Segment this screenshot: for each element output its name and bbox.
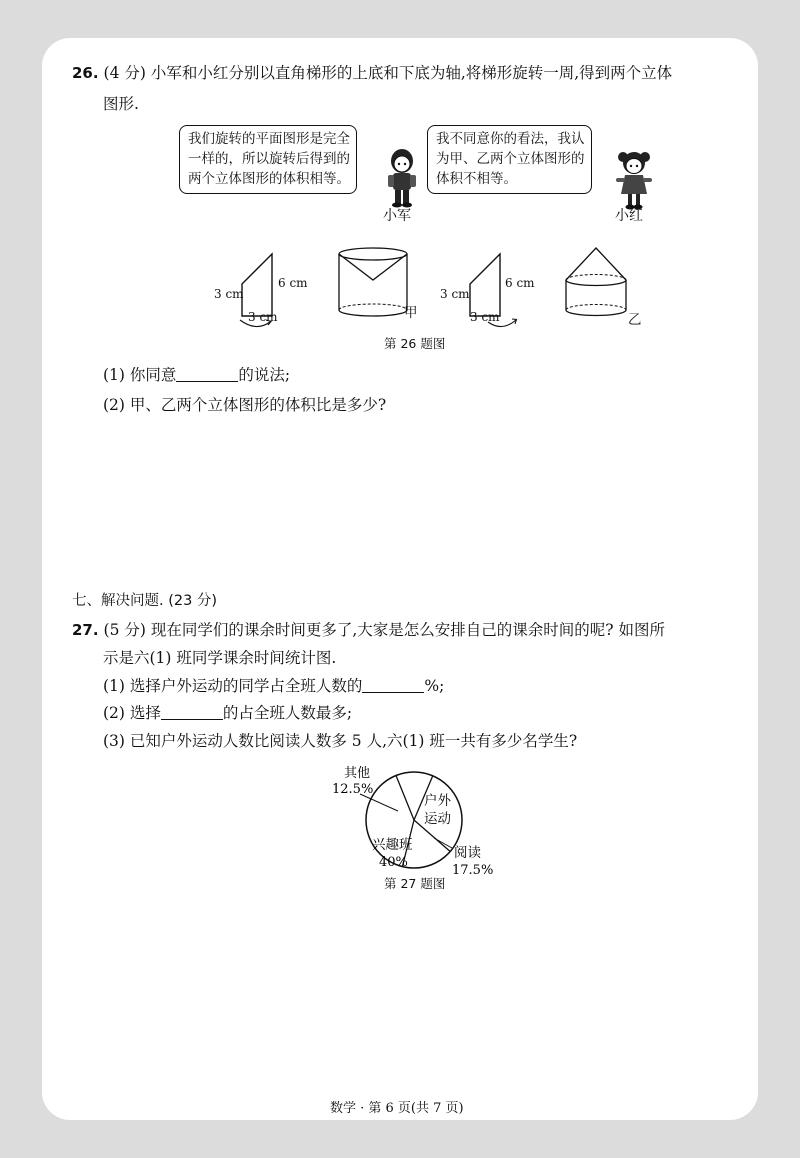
q27-part2-suffix: 的占全班人数最多; (222, 704, 353, 722)
boy-figure-icon (382, 146, 422, 208)
name-xiaojun: 小军 (383, 208, 411, 224)
dim-3cm-bottom: 3 cm (248, 310, 278, 324)
speech-bubble-xiaohong (427, 125, 592, 194)
q27-part2-prefix: (2) 选择 (103, 704, 161, 722)
slice-label-outdoor-line2: 运动 (424, 811, 451, 827)
q27-stem-line1: (5 分) 现在同学们的课余时间更多了,大家是怎么安排自己的课余时间的呢? 如图所 (103, 621, 665, 639)
slice-label-interest: 兴趣班 (372, 837, 413, 853)
solid-jia-figure (336, 246, 414, 320)
q27-part1 (103, 675, 444, 697)
q27-number: 27. (72, 621, 99, 639)
bubble1-line: 我们旋转的平面图形是完全 (188, 131, 350, 147)
q27-stem-line2: 示是六(1) 班同学课余时间统计图. (103, 649, 337, 667)
q27-part3: (3) 已知户外运动人数比阅读人数多 5 人,六(1) 班一共有多少名学生? (103, 732, 578, 750)
q26-line1 (72, 62, 672, 84)
solid-yi-figure (562, 244, 632, 322)
q26-number: 26. (72, 64, 99, 82)
q27-part2 (103, 702, 352, 724)
slice-percent-reading: 17.5% (452, 863, 494, 876)
q26-part2: (2) 甲、乙两个立体图形的体积比是多少? (103, 396, 387, 414)
dim-3cm-bottom-2: 3 cm (470, 310, 500, 324)
pie-slice-boundary (396, 776, 414, 821)
slice-label-other: 其他 (344, 766, 371, 781)
bubble2-line: 我不同意你的看法，我认 (436, 131, 585, 147)
q26-figure-caption: 第 26 题图 (384, 336, 446, 351)
q26-part1-suffix: 的说法; (238, 366, 291, 384)
q27-part1-suffix: %; (424, 677, 445, 695)
dim-3cm-left: 3 cm (214, 287, 244, 301)
label-jia: 甲 (404, 305, 418, 321)
bubble1-line: 一样的，所以旋转后得到的 (188, 151, 350, 167)
slice-label-outdoor-line1: 户外 (424, 793, 451, 809)
answer-blank-q27-1[interactable] (362, 676, 424, 693)
leader-line-reading (434, 838, 452, 848)
q27-part1-prefix: (1) 选择户外运动的同学占全班人数的 (103, 677, 363, 695)
q26-part1 (103, 364, 290, 386)
name-xiaohong: 小红 (615, 208, 643, 224)
bubble1-line: 两个立体图形的体积相等。 (188, 171, 350, 187)
dim-3cm-left-2: 3 cm (440, 287, 470, 301)
q27-line1 (72, 619, 665, 641)
page-footer: 数学 · 第 6 页(共 7 页) (330, 1101, 464, 1116)
bubble2-line: 体积不相等。 (436, 171, 517, 187)
section-7-title: 七、解决问题. (23 分) (72, 593, 218, 609)
bubble2-line: 为甲、乙两个立体图形的 (436, 151, 585, 167)
dim-6cm-2: 6 cm (505, 276, 535, 290)
q26-stem-line2: 图形. (103, 95, 139, 113)
slice-label-reading: 阅读 (454, 845, 481, 861)
pie-chart (302, 756, 512, 876)
q26-stem-line1: (4 分) 小军和小红分别以直角梯形的上底和下底为轴,将梯形旋转一周,得到两个立体 (103, 64, 673, 82)
girl-figure-icon (614, 148, 654, 210)
slice-percent-other: 12.5% (332, 782, 374, 797)
q27-figure-caption: 第 27 题图 (384, 876, 446, 891)
slice-percent-interest: 40% (379, 855, 408, 870)
speech-bubble-xiaojun (179, 125, 357, 194)
exam-page (42, 38, 758, 1120)
answer-blank-q27-2[interactable] (161, 703, 223, 720)
answer-blank-q26-1[interactable] (176, 365, 238, 382)
dim-6cm: 6 cm (278, 276, 308, 290)
q26-part1-prefix: (1) 你同意 (103, 366, 177, 384)
label-yi: 乙 (628, 312, 642, 328)
